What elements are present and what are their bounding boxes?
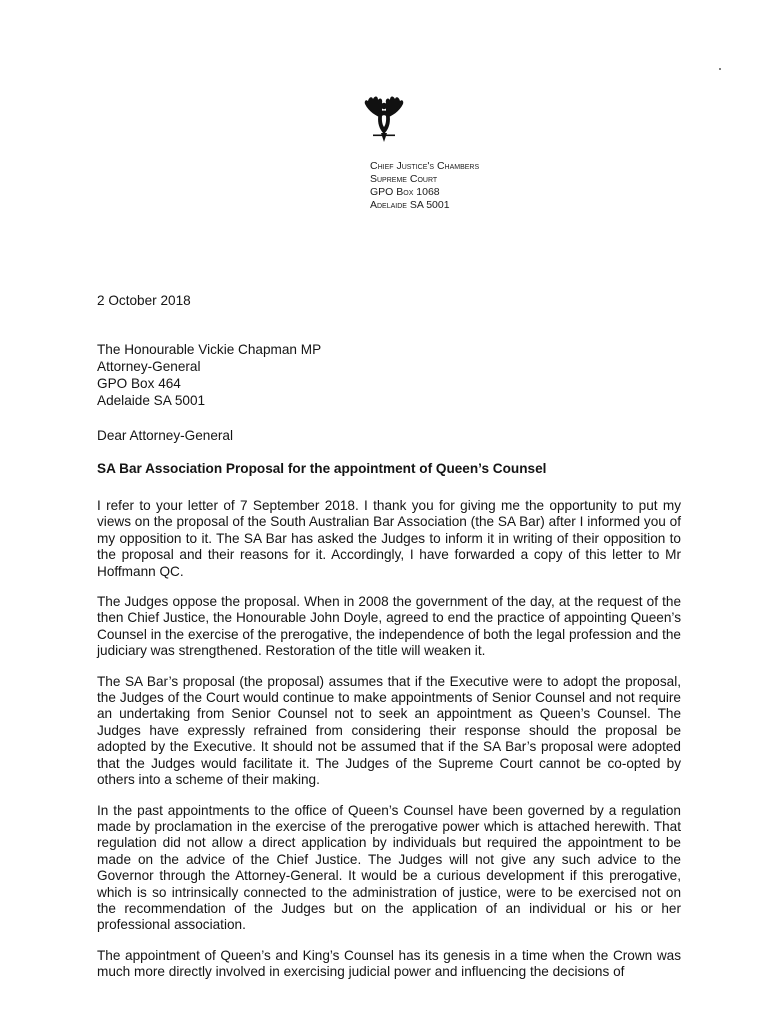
recipient-address: [97, 341, 321, 409]
recipient-line: The Honourable Vickie Chapman MP: [97, 342, 322, 357]
body-paragraph: The Judges oppose the proposal. When in 2008 the government of the day, at the request of the then Chief Justice, the Honourable John Doyle, agreed to end the practice of appointing Queen’s Counsel in the exercise of the prerogative, the independence of both the legal profession and the judiciary was strengthened. Restoration of the title will weaken it.: [97, 594, 681, 659]
letter-body: [97, 498, 681, 995]
salutation: Dear Attorney-General: [97, 428, 234, 443]
letterhead-line: Adelaide SA 5001: [370, 199, 450, 211]
piping-shrike-crest-icon: [360, 92, 408, 146]
recipient-line: Attorney-General: [97, 359, 201, 374]
scan-speck: [719, 68, 721, 70]
letterhead-line: Chief Justice's Chambers: [370, 160, 480, 172]
letterhead-address: [370, 160, 479, 212]
letterhead-line: GPO Box 1068: [370, 186, 440, 198]
body-paragraph: The SA Bar’s proposal (the proposal) assumes that if the Executive were to adopt the proposal, the Judges of the Court would continue to make appointments of Senior Counsel and not require an undertaking from Senior Counsel not to seek an appointment as Queen’s Counsel. The Judges have expressly refrained from considering their response should the proposal be adopted by the Executive. It should not be assumed that if the SA Bar’s proposal were adopted that the Judges would facilitate it. The Judges of the Supreme Court cannot be co-opted by others into a scheme of their making.: [97, 673, 681, 788]
recipient-line: Adelaide SA 5001: [97, 393, 206, 408]
body-paragraph: In the past appointments to the office of Queen’s Counsel have been governed by a regulation made by proclamation in the exercise of the prerogative power which is attached herewith. That regulation did not allow a direct application by individuals but required the appointment to be made on the advice of the Chief Justice. The Judges will not give any such advice to the Governor through the Attorney-General. It would be a curious development if this prerogative, which is so intrinsically connected to the administration of justice, were to be exercised not on the recommendation of the Judges but on the application of an individual or his or her professional association.: [97, 802, 681, 933]
body-paragraph: I refer to your letter of 7 September 2018. I thank you for giving me the opportunity to put my views on the proposal of the South Australian Bar Association (the SA Bar) after I informed you of my opposition to it. The SA Bar has asked the Judges to inform it in writing of their opposition to the proposal and their reasons for it. Accordingly, I have forwarded a copy of this letter to Mr Hoffmann QC.: [97, 498, 681, 579]
letter-date: 2 October 2018: [97, 293, 191, 308]
letterhead-line: Supreme Court: [370, 173, 438, 185]
recipient-line: GPO Box 464: [97, 376, 181, 391]
subject-heading: SA Bar Association Proposal for the appointment of Queen’s Counsel: [97, 461, 547, 476]
body-paragraph: The appointment of Queen’s and King’s Counsel has its genesis in a time when the Crown was much more directly involved in exercising judicial power and influencing the decisions of: [97, 947, 681, 980]
